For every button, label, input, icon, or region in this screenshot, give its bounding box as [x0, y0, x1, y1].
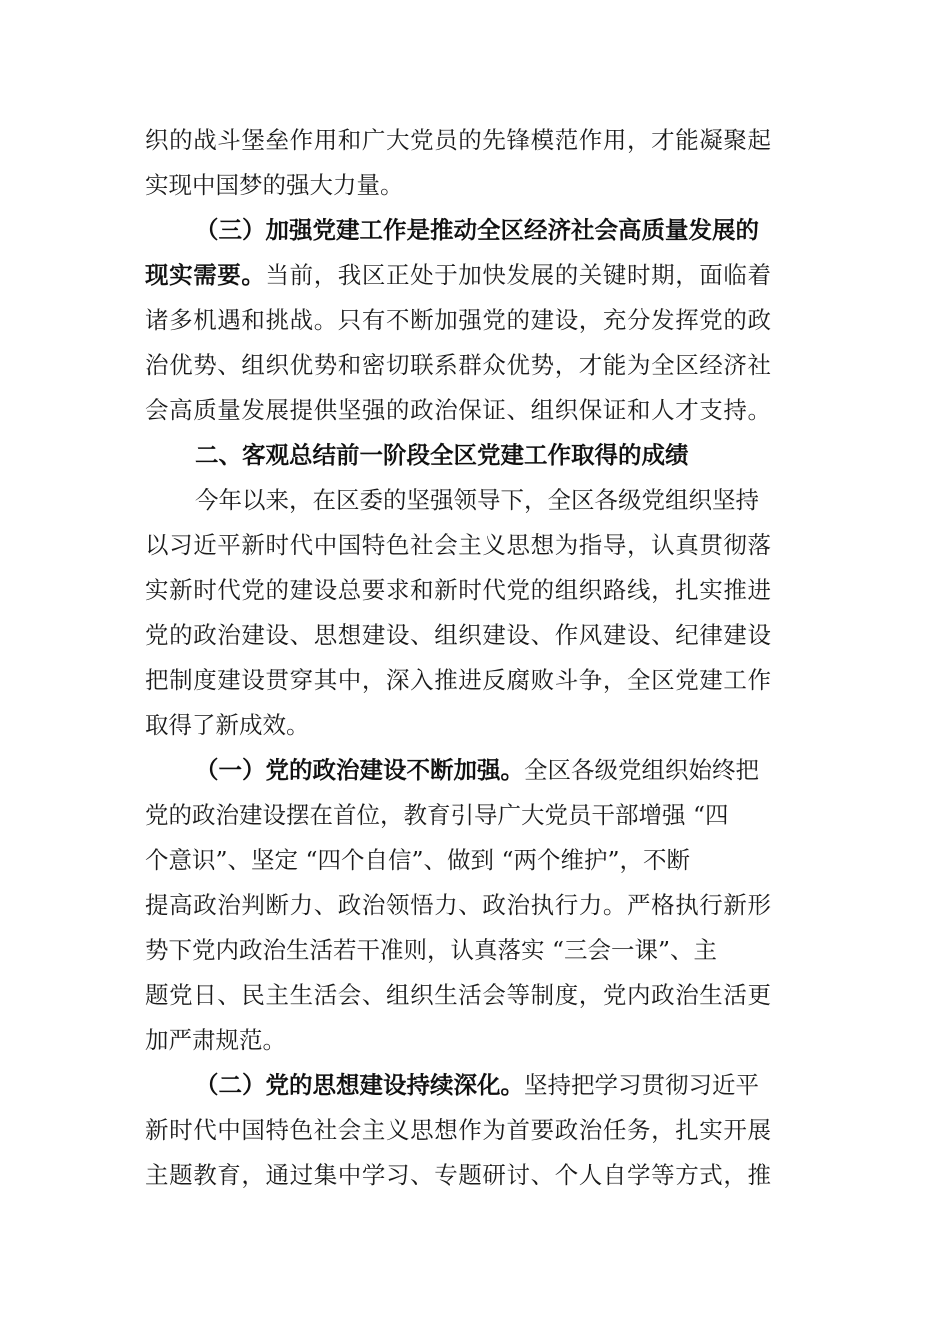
- subsection-title: （三）加强党建工作是推动全区经济社会高质量发展的: [195, 216, 759, 244]
- paragraph-line: （二）党的思想建设持续深化。坚持把学习贯彻习近平: [195, 1071, 759, 1099]
- paragraph-line: （一）党的政治建设不断加强。全区各级党组织始终把: [195, 756, 759, 784]
- paragraph-line: 现实需要。当前，我区正处于加快发展的关键时期，面临着: [145, 261, 772, 289]
- paragraph-line: 主题教育，通过集中学习、专题研讨、个人自学等方式，推: [145, 1161, 772, 1189]
- paragraph-line: 取得了新成效。: [145, 711, 310, 739]
- paragraph-line: 今年以来，在区委的坚强领导下，全区各级党组织坚持: [195, 486, 759, 514]
- paragraph-line: 党的政治建设摆在首位，教育引导广大党员干部增强 “四: [145, 801, 729, 829]
- paragraph-line: 新时代中国特色社会主义思想作为首要政治任务，扎实开展: [145, 1116, 772, 1144]
- paragraph-line: 实现中国梦的强大力量。: [145, 171, 404, 199]
- paragraph-line: 个意识”、坚定 “四个自信”、做到 “两个维护”，不断: [145, 846, 691, 874]
- subsection-title: （一）党的政治建设不断加强。: [195, 756, 524, 784]
- paragraph-line: 治优势、组织优势和密切联系群众优势，才能为全区经济社: [145, 351, 772, 379]
- paragraph-line: 势下党内政治生活若干准则，认真落实 “三会一课”、主: [145, 936, 717, 964]
- section-heading: 二、客观总结前一阶段全区党建工作取得的成绩: [195, 441, 689, 469]
- paragraph-line: 加严肃规范。: [145, 1026, 286, 1054]
- subsection-title: 现实需要。: [145, 261, 266, 289]
- subsection-heading-line: [195, 215, 759, 245]
- paragraph-line: 织的战斗堡垒作用和广大党员的先锋模范作用，才能凝聚起: [145, 126, 772, 154]
- paragraph-line: 党的政治建设、思想建设、组织建设、作风建设、纪律建设: [145, 621, 772, 649]
- paragraph-line: 会高质量发展提供坚强的政治保证、组织保证和人才支持。: [145, 396, 772, 424]
- paragraph-line: 诸多机遇和挑战。只有不断加强党的建设，充分发挥党的政: [145, 306, 772, 334]
- paragraph-line: 把制度建设贯穿其中，深入推进反腐败斗争，全区党建工作: [145, 666, 772, 694]
- paragraph-line: 提高政治判断力、政治领悟力、政治执行力。严格执行新形: [145, 891, 772, 919]
- subsection-title: （二）党的思想建设持续深化。: [195, 1071, 524, 1099]
- paragraph-line: 以习近平新时代中国特色社会主义思想为指导，认真贯彻落: [145, 531, 772, 559]
- paragraph-line: 实新时代党的建设总要求和新时代党的组织路线，扎实推进: [145, 576, 772, 604]
- paragraph-line: 题党日、民主生活会、组织生活会等制度，党内政治生活更: [145, 981, 772, 1009]
